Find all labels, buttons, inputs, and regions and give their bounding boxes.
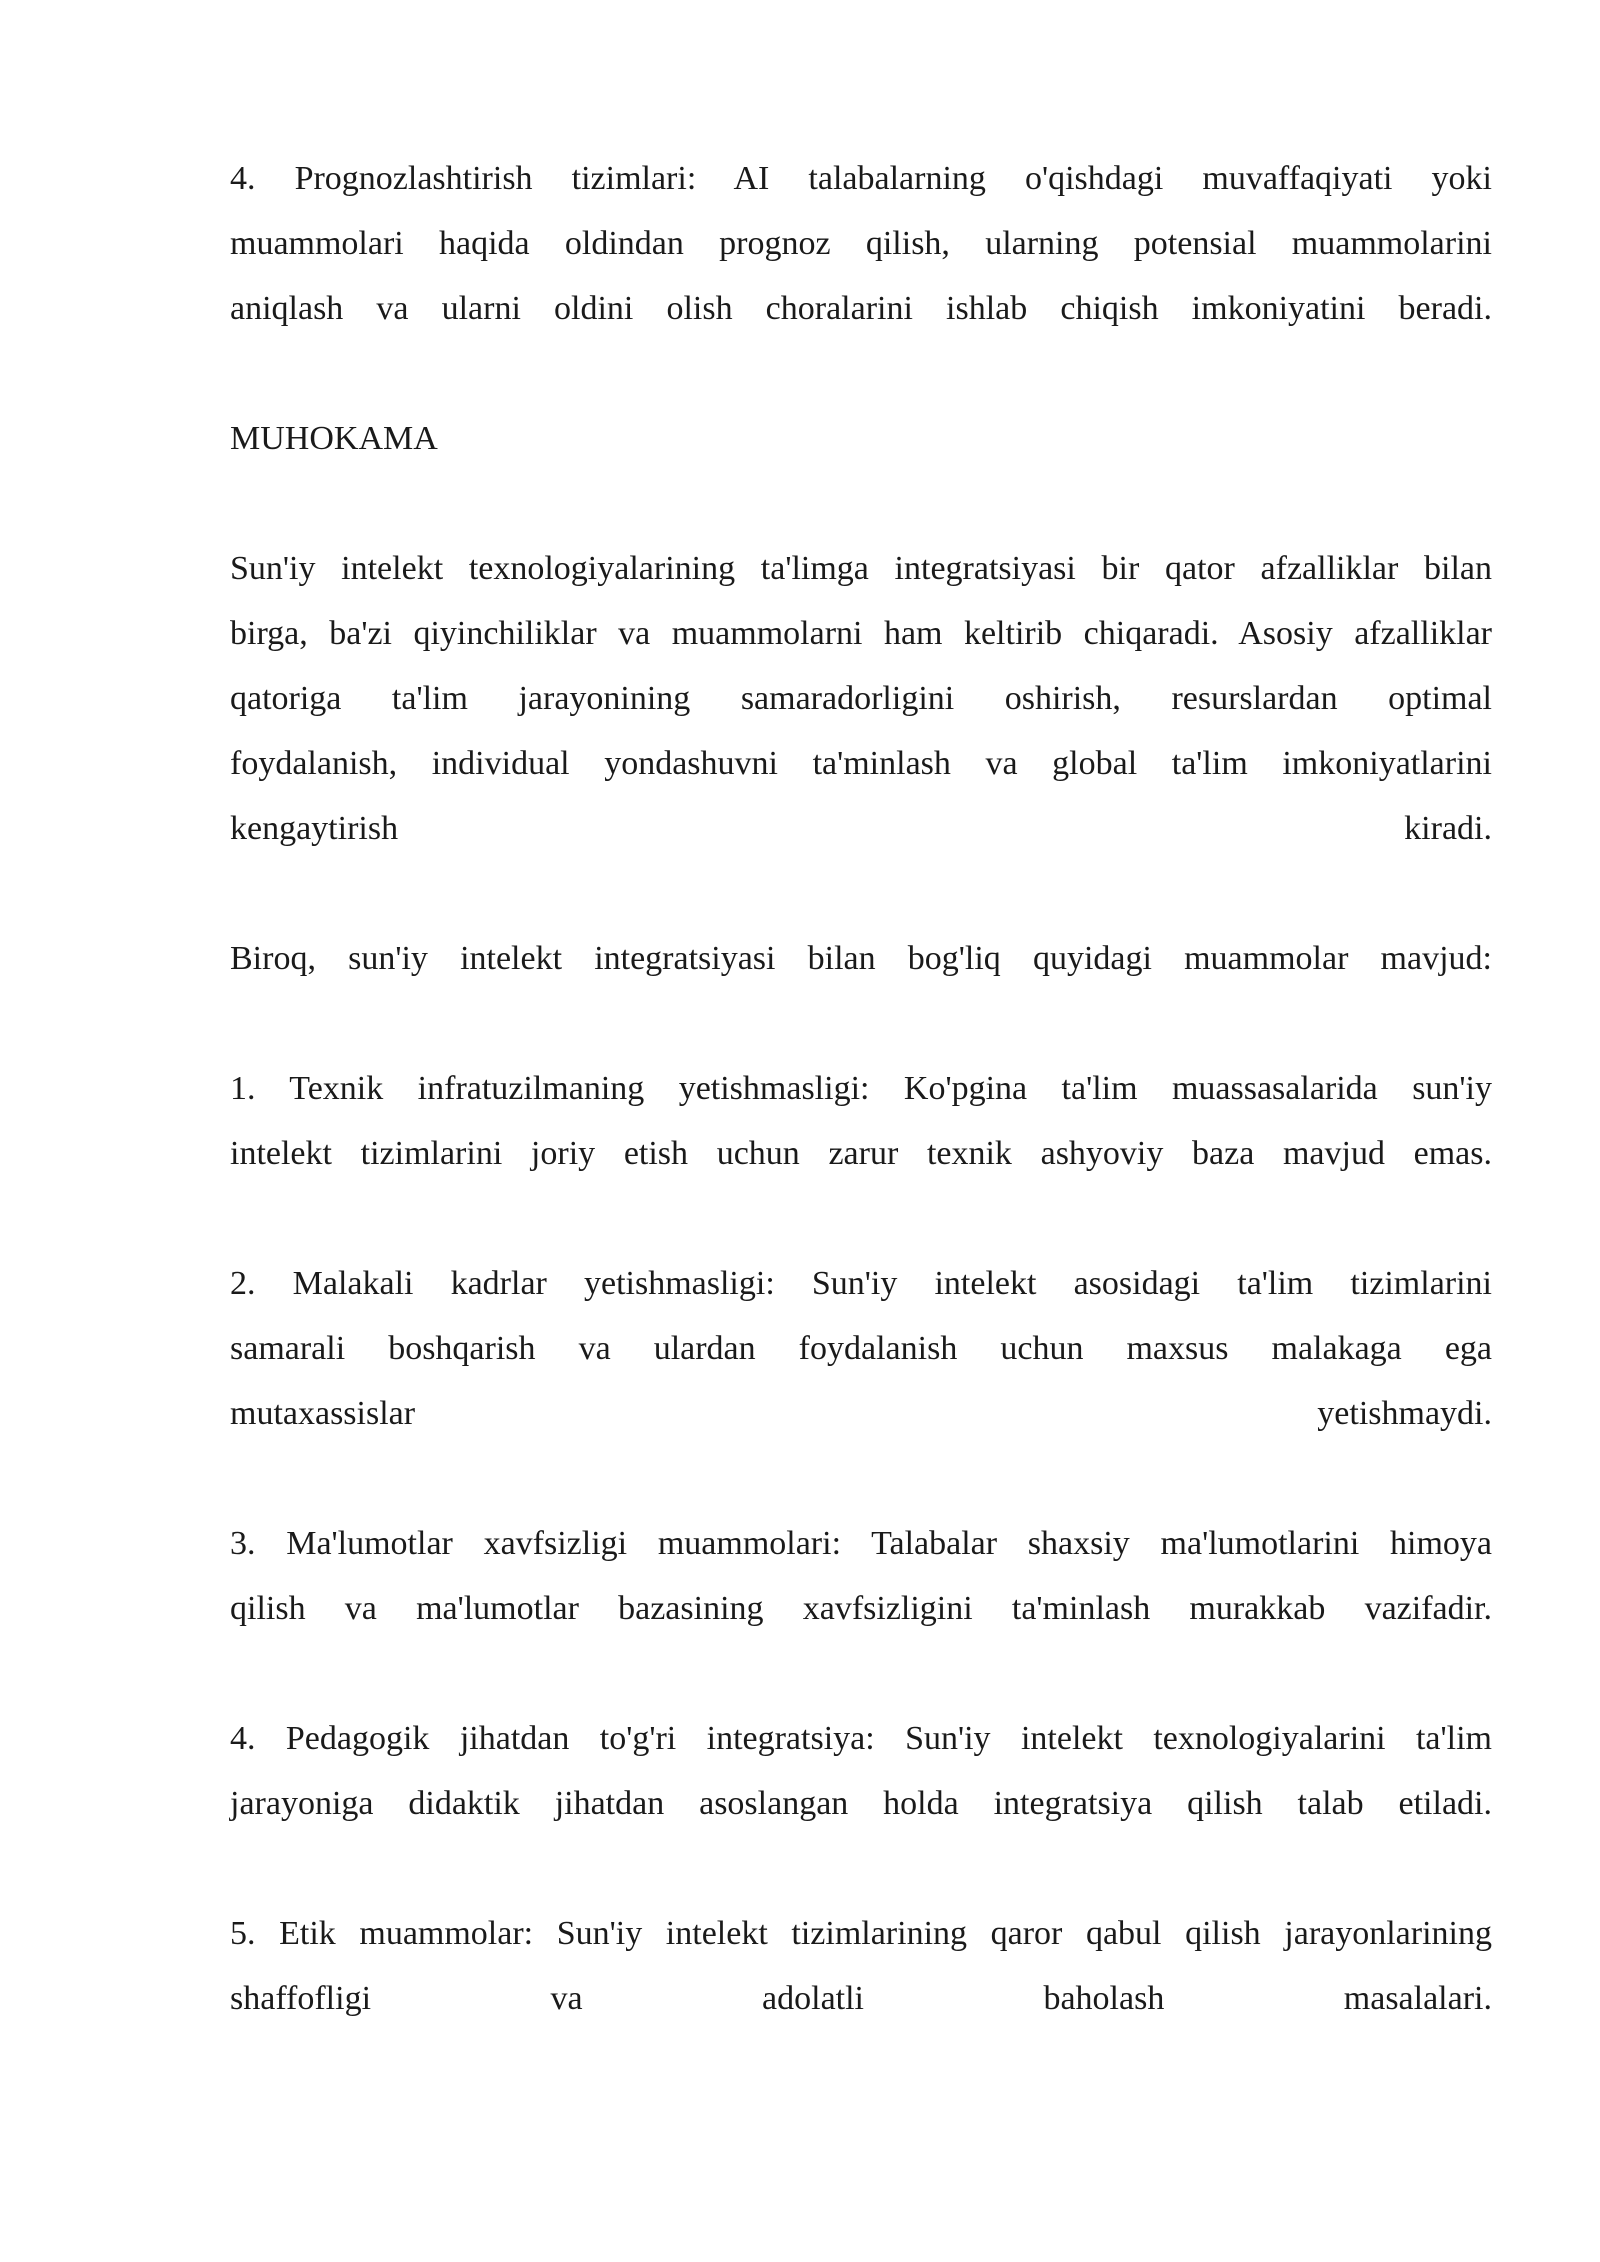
text-line: Sun'iy intelekt texnologiyalarining ta'limga integratsiyasi bir qator afzalliklar bilan — [230, 550, 1492, 587]
text-line: foydalanish, individual yondashuvni ta'minlash va global ta'lim imkoniyatlarini — [230, 745, 1492, 782]
text-line: aniqlash va ularni oldini olish choralarini ishlab chiqish imkoniyatini beradi. — [230, 290, 1492, 327]
text-line: qilish va ma'lumotlar bazasining xavfsizligini ta'minlash murakkab vazifadir. — [230, 1590, 1492, 1627]
text-line: samarali boshqarish va ulardan foydalanish uchun maxsus malakaga ega — [230, 1330, 1492, 1367]
text-line: muammolari haqida oldindan prognoz qilish, ularning potensial muammolarini — [230, 225, 1492, 262]
text-line: mutaxassislar yetishmaydi. — [230, 1395, 1492, 1432]
list-item-4 — [230, 1706, 1492, 1836]
paragraph-prognoz — [230, 146, 1492, 341]
text-line: 4. Pedagogik jihatdan to'g'ri integratsiya: Sun'iy intelekt texnologiyalarini ta'lim — [230, 1720, 1492, 1757]
text-line: shaffofligi va adolatli baholash masalalari. — [230, 1980, 1492, 2017]
document-body — [230, 146, 1492, 2031]
section-heading: MUHOKAMA — [230, 420, 438, 457]
text-line: jarayoniga didaktik jihatdan asoslangan holda integratsiya qilish talab etiladi. — [230, 1785, 1492, 1822]
text-line: 5. Etik muammolar: Sun'iy intelekt tizimlarining qaror qabul qilish jarayonlarining — [230, 1915, 1492, 1952]
text-line: 2. Malakali kadrlar yetishmasligi: Sun'iy intelekt asosidagi ta'lim tizimlarini — [230, 1265, 1492, 1302]
list-item-3 — [230, 1511, 1492, 1641]
list-item-2 — [230, 1251, 1492, 1446]
text-line: 4. Prognozlashtirish tizimlari: AI talabalarning o'qishdagi muvaffaqiyati yoki — [230, 160, 1492, 197]
text-line: intelekt tizimlarini joriy etish uchun zarur texnik ashyoviy baza mavjud emas. — [230, 1135, 1492, 1172]
text-line: 3. Ma'lumotlar xavfsizligi muammolari: Talabalar shaxsiy ma'lumotlarini himoya — [230, 1525, 1492, 1562]
list-item-5 — [230, 1901, 1492, 2031]
paragraph-muammolar-intro — [230, 926, 1492, 991]
list-item-1 — [230, 1056, 1492, 1186]
paragraph-afzalliklar — [230, 536, 1492, 861]
text-line: Biroq, sun'iy intelekt integratsiyasi bilan bog'liq quyidagi muammolar mavjud: — [230, 940, 1492, 977]
text-line: 1. Texnik infratuzilmaning yetishmasligi: Ko'pgina ta'lim muassasalarida sun'iy — [230, 1070, 1492, 1107]
text-line: birga, ba'zi qiyinchiliklar va muammolarni ham keltirib chiqaradi. Asosiy afzalliklar — [230, 615, 1492, 652]
text-line: qatoriga ta'lim jarayonining samaradorligini oshirish, resurslardan optimal — [230, 680, 1492, 717]
text-line: kengaytirish kiradi. — [230, 810, 1492, 847]
